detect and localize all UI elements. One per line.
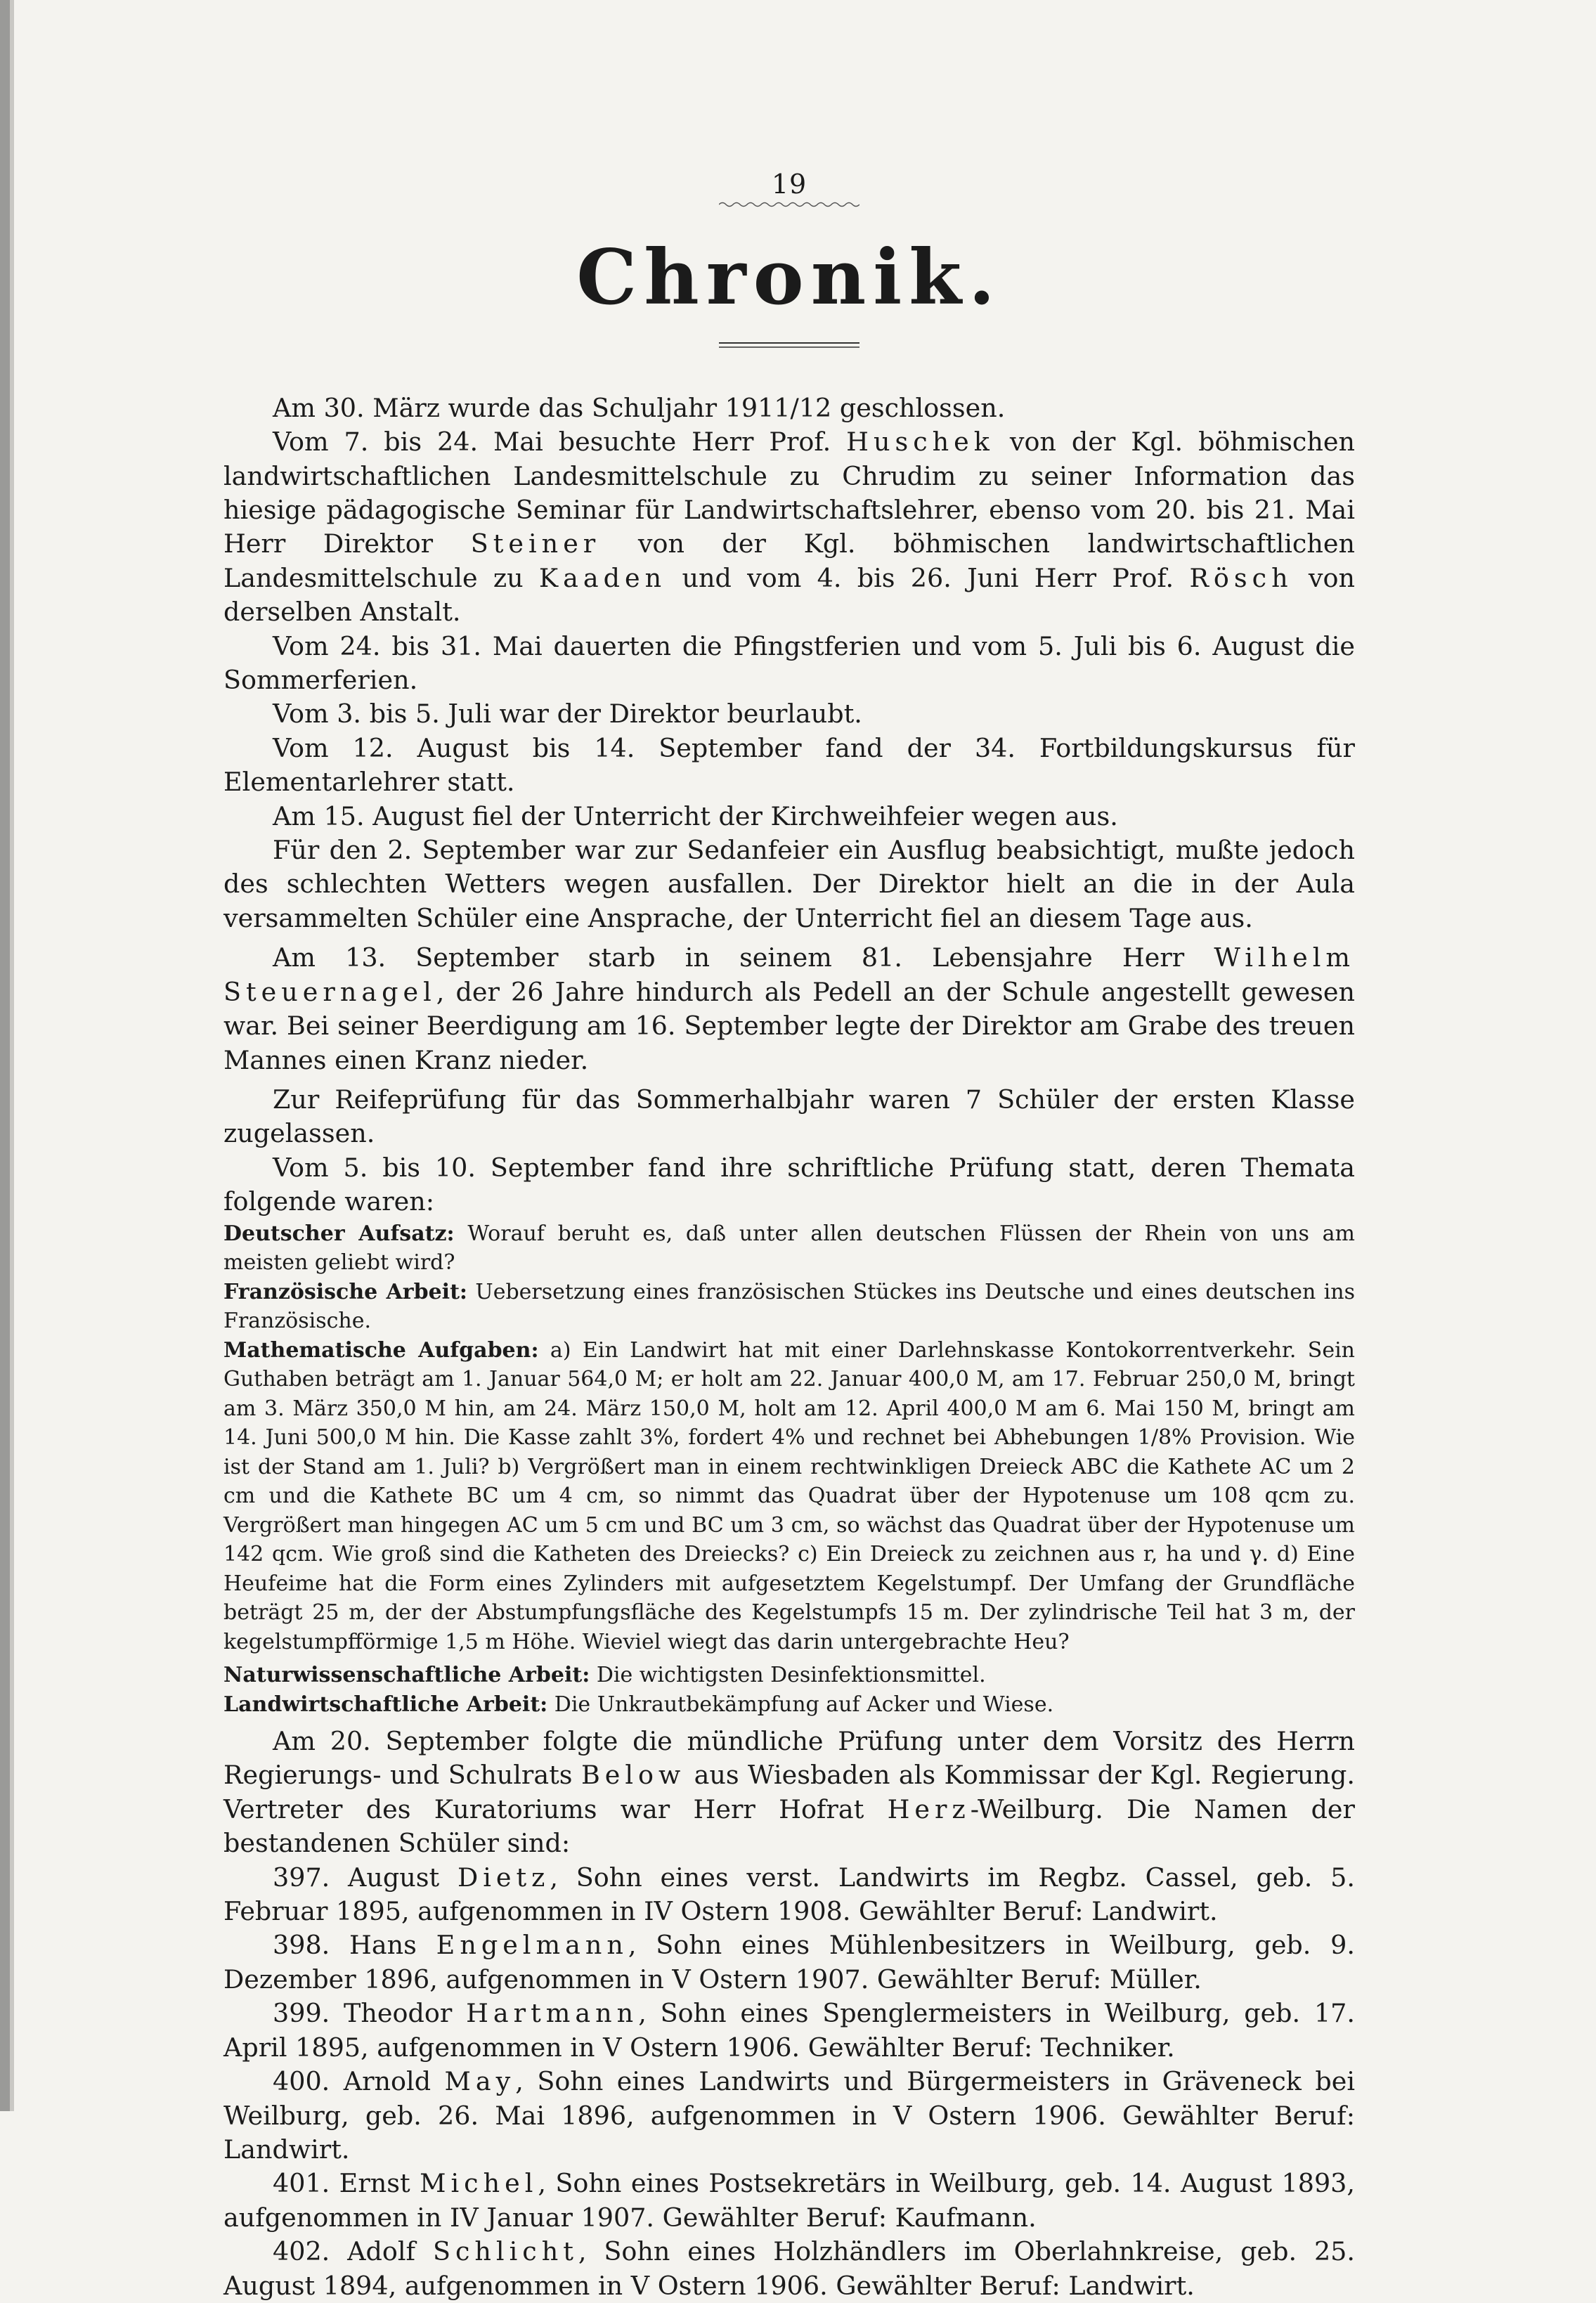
text: von der Kgl. böhmischen landwirtschaftlichen Landesmittelschule zu bbox=[223, 528, 1355, 593]
exam-label: Naturwissenschaftliche Arbeit: bbox=[223, 1663, 590, 1688]
wavy-ornament bbox=[719, 201, 859, 208]
student-surname: Hartmann bbox=[466, 1998, 639, 2029]
student-surname: Michel bbox=[420, 2168, 538, 2199]
student-entry bbox=[223, 2167, 1355, 2235]
document-page bbox=[223, 169, 1355, 2303]
exam-text: Worauf beruht es, daß unter allen deutschen Flüssen der Rhein von uns am meisten geliebt wird? bbox=[223, 1221, 1355, 1276]
exam-text: Die Unkrautbekämpfung auf Acker und Wiese. bbox=[547, 1692, 1054, 1717]
student-entry bbox=[223, 2235, 1355, 2303]
student-entry bbox=[223, 1861, 1355, 1929]
scan-edge-inner bbox=[10, 0, 14, 2111]
student-number-firstname: 399. Theodor bbox=[273, 1998, 467, 2029]
student-details: , Sohn eines Postsekretärs in Weilburg, geb. 14. August 1893, aufgenommen in IV Januar 1907. Gewählter Beruf: Kaufmann. bbox=[223, 2168, 1355, 2233]
text: aus Wiesbaden als Kommissar der Kgl. Regierung. Vertreter des Kuratoriums war Herr Hofrat bbox=[223, 1760, 1355, 1824]
text: Am 20. September folgte die mündliche Prüfung unter dem Vorsitz des Herrn Regierungs- und Schulrats bbox=[223, 1726, 1355, 1791]
paragraph-school-year: Am 30. März wurde das Schuljahr 1911/12 geschlossen. bbox=[273, 392, 1006, 423]
paragraph-written-exam: Vom 5. bis 10. September fand ihre schriftliche Prüfung statt, deren Themata folgende waren: bbox=[223, 1152, 1355, 1217]
student-details: , Sohn eines Mühlenbesitzers in Weilburg, geb. 9. Dezember 1896, aufgenommen in V Ostern 1907. Gewählter Beruf: Müller. bbox=[223, 1930, 1355, 1994]
paragraph-course: Vom 12. August bis 14. September fand der 34. Fortbildungskursus für Elementarlehrer statt. bbox=[223, 732, 1355, 798]
exam-label: Deutscher Aufsatz: bbox=[223, 1221, 455, 1246]
student-details: , Sohn eines Holzhändlers im Oberlahnkreise, geb. 25. August 1894, aufgenommen in V Ostern 1906. Gewählter Beruf: Landwirt. bbox=[223, 2236, 1355, 2301]
exam-text: Uebersetzung eines französischen Stückes ins Deutsche und eines deutschen ins Französische. bbox=[223, 1279, 1355, 1334]
text: von derselben Anstalt. bbox=[223, 562, 1355, 628]
exam-german bbox=[223, 1219, 1355, 1278]
student-list bbox=[223, 1861, 1355, 2303]
exam-french bbox=[223, 1278, 1355, 1336]
exam-text: Die wichtigsten Desinfektionsmittel. bbox=[590, 1663, 986, 1688]
text: Vom 7. bis 24. Mai besuchte Herr Prof. bbox=[273, 427, 847, 458]
paragraph-visits bbox=[223, 425, 1355, 629]
text: -Weilburg. Die Namen der bestandenen Schüler sind: bbox=[223, 1793, 1355, 1859]
person-name: Rösch bbox=[1189, 562, 1293, 593]
exam-agriculture bbox=[223, 1690, 1355, 1720]
student-details: , Sohn eines Spenglermeisters in Weilburg, geb. 17. April 1895, aufgenommen in V Ostern 1906. Gewählter Beruf: Techniker. bbox=[223, 1998, 1355, 2063]
exam-label: Französische Arbeit: bbox=[223, 1279, 468, 1304]
student-entry bbox=[223, 1997, 1355, 2065]
paragraph-holidays: Vom 24. bis 31. Mai dauerten die Pfingstferien und vom 5. Juli bis 6. August die Sommerferien. bbox=[223, 630, 1355, 696]
student-number-firstname: 398. Hans bbox=[273, 1930, 436, 1961]
person-name: Steiner bbox=[470, 528, 601, 559]
text: und vom 4. bis 26. Juni Herr Prof. bbox=[666, 562, 1190, 593]
student-entry bbox=[223, 1928, 1355, 1997]
person-name: Herz bbox=[887, 1793, 971, 1824]
paragraph-kirchweih: Am 15. August fiel der Unterricht der Kirchweihfeier wegen aus. bbox=[273, 800, 1118, 831]
paragraph-oral-exam bbox=[223, 1725, 1355, 1861]
student-surname: Dietz bbox=[457, 1862, 550, 1893]
page-title: Chronik. bbox=[576, 233, 1002, 322]
paragraph-director-leave: Vom 3. bis 5. Juli war der Direktor beurlaubt. bbox=[273, 699, 862, 729]
exam-science bbox=[223, 1661, 1355, 1690]
text: Am 13. September starb in seinem 81. Lebensjahre Herr bbox=[273, 942, 1214, 973]
student-details: , Sohn eines verst. Landwirts im Regbz. Cassel, geb. 5. Februar 1895, aufgenommen in IV Ostern 1908. Gewählter Beruf: Landwirt. bbox=[223, 1862, 1355, 1927]
student-surname: May bbox=[444, 2066, 516, 2097]
paragraph-obituary bbox=[223, 941, 1355, 1077]
person-name: Huschek bbox=[846, 427, 994, 458]
student-number-firstname: 397. August bbox=[273, 1862, 458, 1893]
student-number-firstname: 402. Adolf bbox=[273, 2236, 433, 2267]
exam-text: a) Ein Landwirt hat mit einer Darlehnskasse Kontokorrentverkehr. Sein Guthaben beträgt am 1. Januar 564,0 M; er holt am 22. Januar 400,0 M, am 17. Februar 250,0 M, bringt am 3. März 350,0 M hin, am 24. März 150,0 M, holt am 12. April 400,0 M am 6. Mai 150 M, bringt am 14. Juni 500,0 M hin. Die Kasse zahlt 3%, fordert 4% und rechnet bei Abhebungen 1/8% Provision. Wie ist der Stand am 1. Juli? b) Vergrößert man in einem rechtwinkligen Dreieck ABC die Kathete AC um 2 cm und die Kathete BC um 4 cm, so nimmt das Quadrat über der Hypotenuse um 108 qcm zu. Vergrößert man hingegen AC um 5 cm und BC um 3 cm, so wächst das Quadrat über der Hypotenuse um 142 qcm. Wie groß sind die Katheten des Dreiecks? c) Ein Dreieck zu zeichnen aus r, ha und γ. d) Eine Heufeime hat die Form eines Zylinders mit aufgesetztem Kegelstumpf. Der Umfang der Grundfläche beträgt 25 m, der der Abstumpfungsfläche des Kegelstumpfs 15 m. Der zylindrische Teil hat 3 m, der kegelstumpfförmige 1,5 m Höhe. Wieviel wiegt das darin untergebrachte Heu? bbox=[223, 1337, 1355, 1654]
student-entry bbox=[223, 2065, 1355, 2167]
title-divider bbox=[719, 341, 859, 349]
person-name: Wilhelm Steuernagel bbox=[223, 942, 1355, 1007]
exam-label: Landwirtschaftliche Arbeit: bbox=[223, 1692, 548, 1717]
page-number: 19 bbox=[771, 169, 807, 200]
student-number-firstname: 400. Arnold bbox=[273, 2066, 445, 2097]
paragraph-reifepruefung: Zur Reifeprüfung für das Sommerhalbjahr waren 7 Schüler der ersten Klasse zugelassen. bbox=[223, 1084, 1355, 1149]
exam-math bbox=[223, 1336, 1355, 1657]
text: von der Kgl. böhmischen landwirtschaftlichen Landesmittelschule zu Chrudim zu seiner Information das hiesige pädagogische Seminar für Landwirtschaftslehrer, ebenso vom 20. bis 21. Mai Herr Direktor bbox=[223, 427, 1355, 559]
place-name: Kaaden bbox=[538, 562, 667, 593]
student-details: , Sohn eines Landwirts und Bürgermeisters in Gräveneck bei Weilburg, geb. 26. Mai 1896, aufgenommen in V Ostern 1906. Gewählter Beruf: Landwirt. bbox=[223, 2066, 1355, 2165]
paragraph-sedan: Für den 2. September war zur Sedanfeier ein Ausflug beabsichtigt, mußte jedoch des schlechten Wetters wegen ausfallen. Der Direktor hielt an die in der Aula versammelten Schüler eine Ansprache, der Unterricht fiel an diesem Tage aus. bbox=[223, 835, 1355, 933]
student-surname: Schlicht bbox=[432, 2236, 578, 2267]
exam-label: Mathematische Aufgaben: bbox=[223, 1337, 539, 1363]
person-name: Below bbox=[580, 1760, 686, 1791]
student-number-firstname: 401. Ernst bbox=[273, 2168, 420, 2199]
scan-edge bbox=[0, 0, 10, 2111]
text: , der 26 Jahre hindurch als Pedell an der Schule angestellt gewesen war. Bei seiner Beerdigung am 16. September legte der Direktor am Grabe des treuen Mannes einen Kranz nieder. bbox=[223, 976, 1355, 1075]
student-surname: Engelmann bbox=[436, 1930, 628, 1961]
